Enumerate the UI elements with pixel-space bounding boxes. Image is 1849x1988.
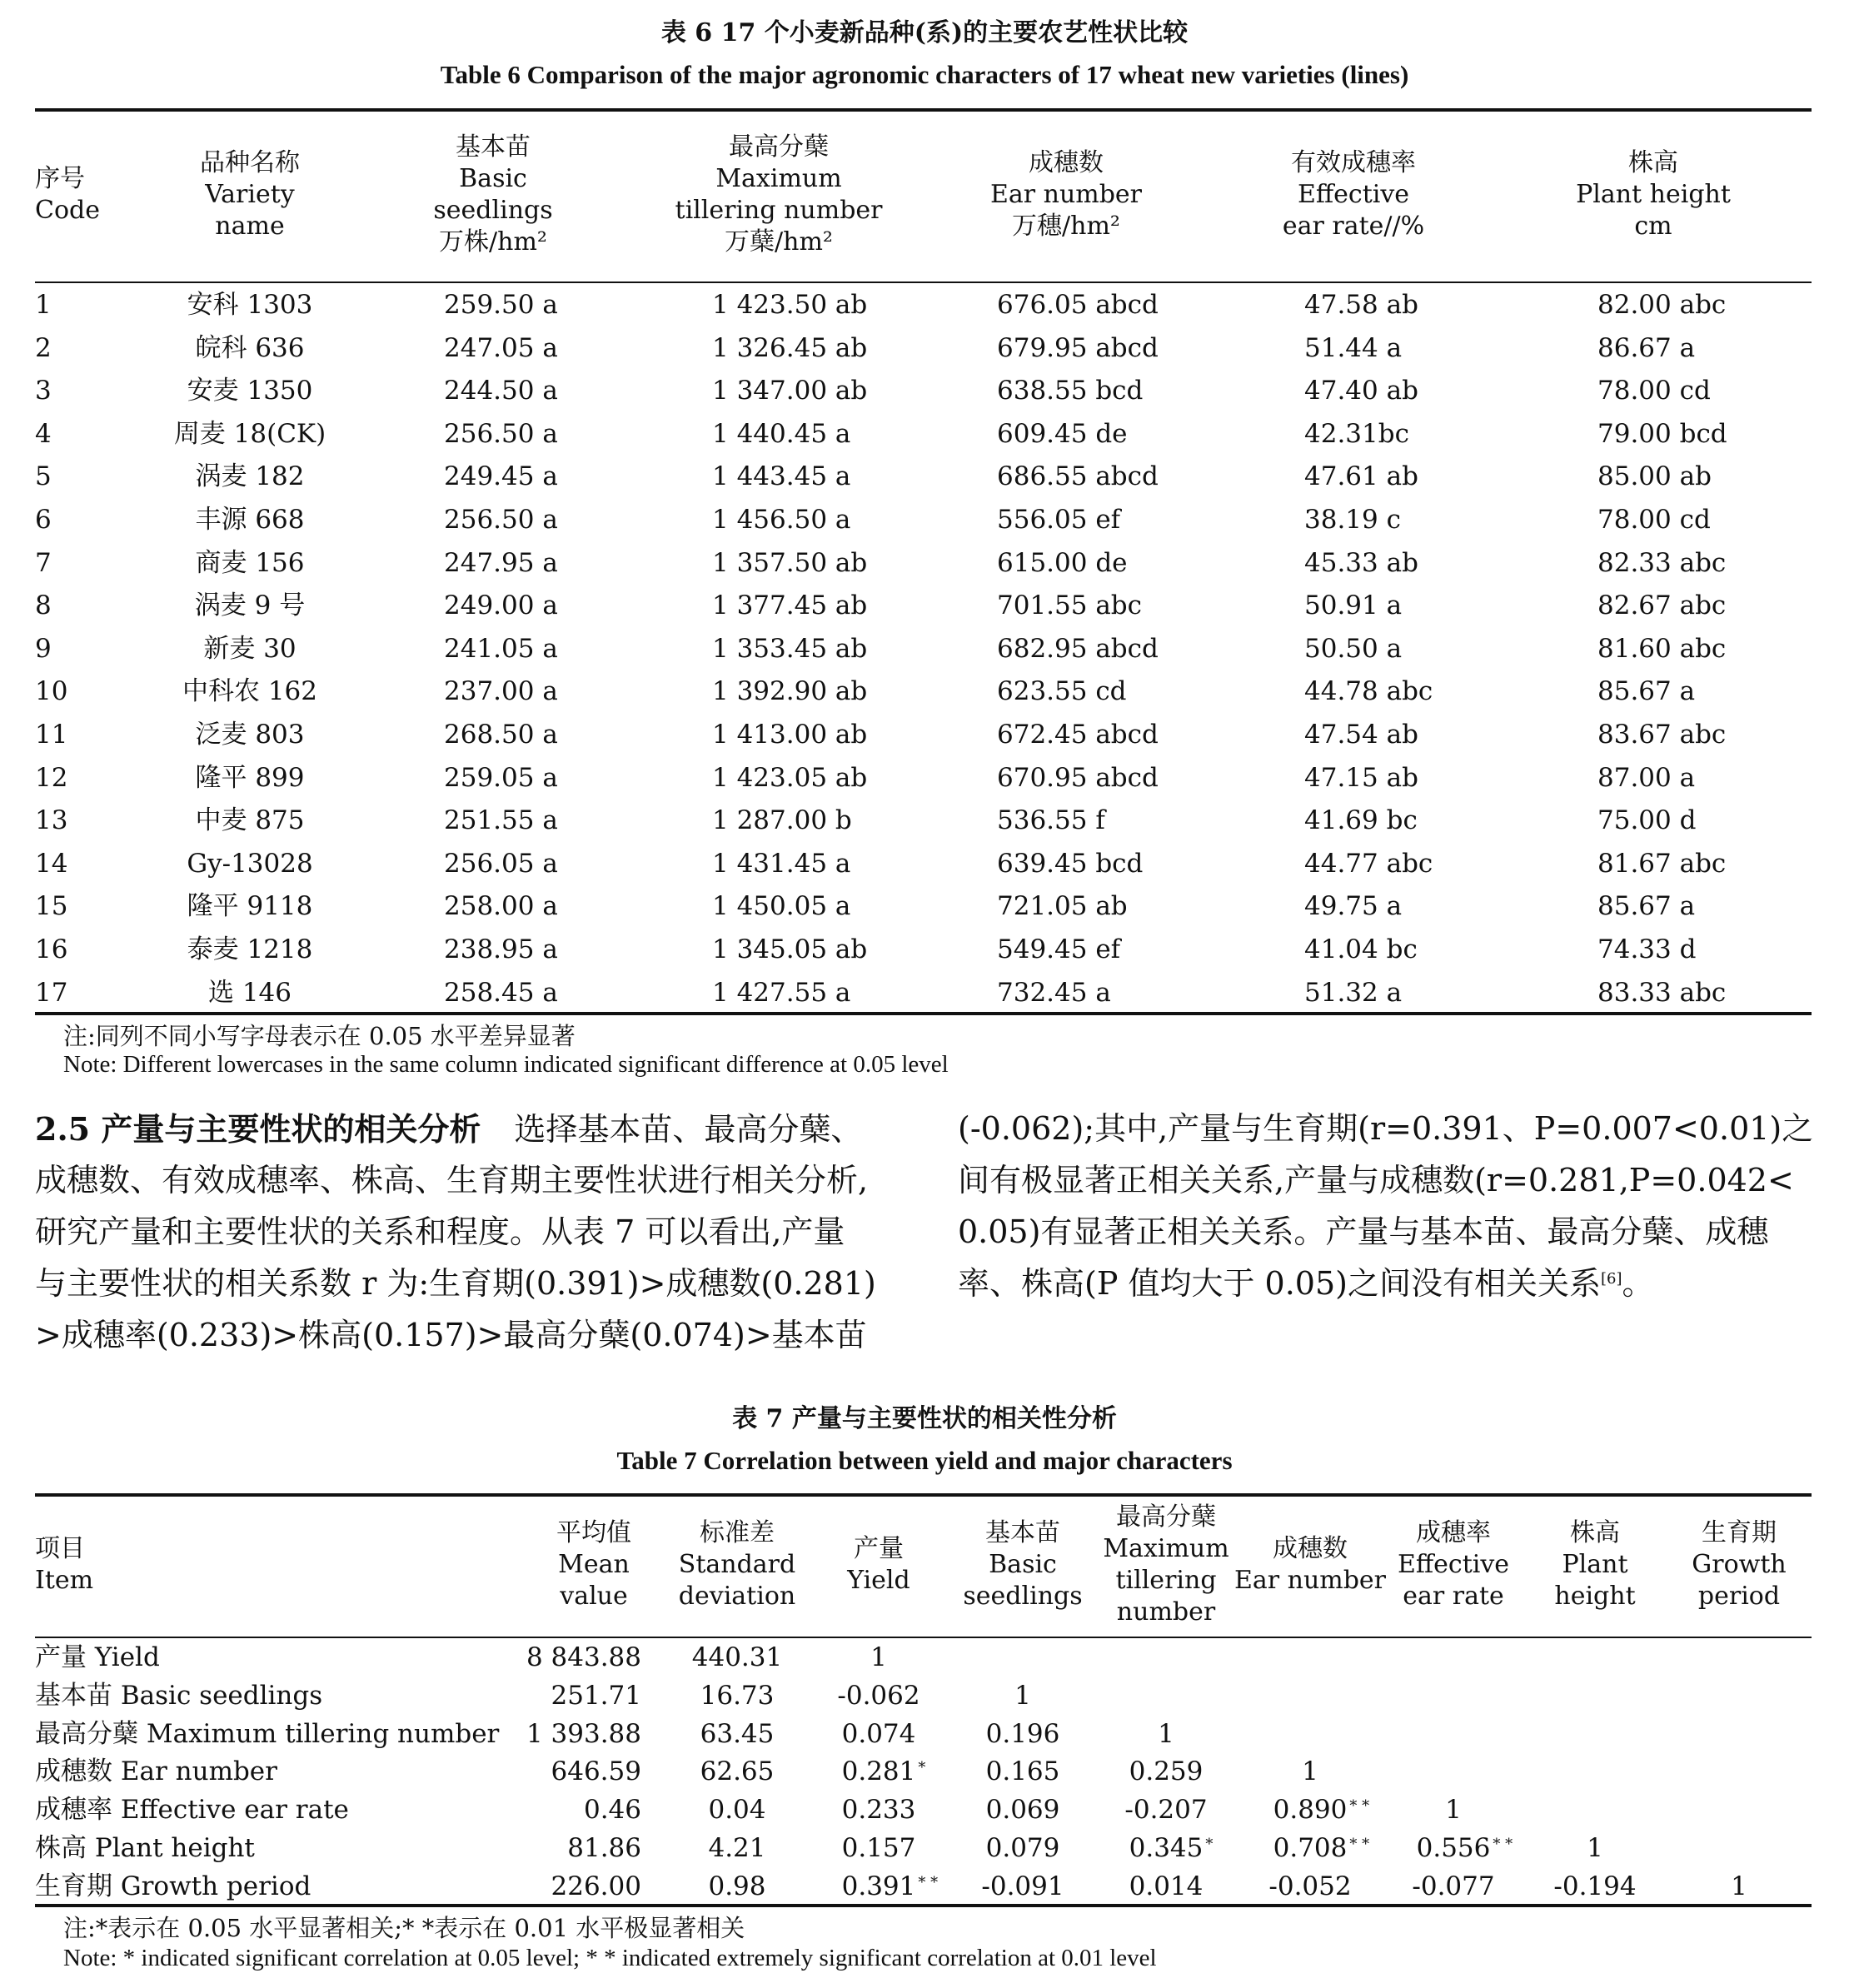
- table7-corr-cell: [1268, 1871, 1351, 1902]
- corr-value: 0.890: [1273, 1795, 1348, 1826]
- table6-cell: 3: [35, 376, 52, 406]
- table7-header-cell: Ear number: [1233, 1566, 1387, 1595]
- table7-corr-cell: [842, 1794, 916, 1826]
- table6-bottom-rule: [35, 1012, 1812, 1015]
- corr-value: 0.165: [985, 1756, 1060, 1787]
- table6-cell: 1 326.45 ab: [712, 332, 868, 363]
- table6-cell: 536.55 f: [997, 805, 1105, 836]
- table7-header-cell: Basic: [989, 1550, 1057, 1579]
- table6-cell: Gy-13028: [187, 848, 313, 879]
- table6-cell: 86.67 a: [1597, 332, 1696, 363]
- corr-value: 0.196: [985, 1718, 1060, 1749]
- table6-header-cell: ear rate//%: [1282, 212, 1425, 241]
- table6-header-cell: Ear number: [989, 180, 1143, 209]
- table6-cell: 1 345.05 ab: [712, 934, 868, 964]
- corr-value: -0.052: [1268, 1871, 1352, 1901]
- table7-header-cell: 成穗率: [1416, 1518, 1491, 1547]
- table7-mean-cell: 81.86: [567, 1833, 641, 1863]
- table6-cell: 47.54 ab: [1304, 720, 1418, 750]
- table6-cell: 85.67 a: [1597, 891, 1696, 922]
- table6-header-cell: 万蘖/hm²: [725, 227, 833, 257]
- table6-cell: 1 347.00 ab: [712, 376, 868, 406]
- table7-note-en: Note: * indicated significant correlation at 0.05 level; * * indicated extremely significant correlation at 0.01 level: [63, 1945, 1157, 1971]
- table6-cell: 249.45 a: [444, 461, 558, 492]
- table6-cell: 701.55 abc: [997, 590, 1143, 621]
- table6-cell: 7: [35, 547, 52, 578]
- table7-header-cell: Yield: [847, 1566, 910, 1595]
- table6-header-cell: 最高分蘖: [729, 132, 829, 162]
- table6-cell: 241.05 a: [444, 633, 558, 664]
- table6-cell: 81.60 abc: [1597, 633, 1727, 664]
- table6-cell: 247.95 a: [444, 547, 558, 578]
- table7-corr-cell: [1412, 1871, 1494, 1902]
- table7-item-cell: 产量 Yield: [35, 1642, 160, 1672]
- significance-mark: *: [918, 1759, 926, 1777]
- table6-cell: 隆平 9118: [187, 891, 313, 922]
- table6-cell: 1 431.45 a: [712, 848, 851, 879]
- table6-cell: 42.31bc: [1304, 418, 1409, 449]
- corr-value: 0.556: [1416, 1833, 1491, 1863]
- table7-corr-cell: [986, 1756, 1060, 1787]
- significance-mark: * *: [1349, 1836, 1370, 1853]
- table6-cell: 47.61 ab: [1304, 461, 1418, 492]
- table6-cell: 82.67 abc: [1597, 590, 1727, 621]
- significance-mark: * *: [1349, 1797, 1370, 1816]
- table7-sd-cell: 62.65: [700, 1756, 775, 1787]
- table6-cell: 2: [35, 332, 52, 363]
- table6-header-cell: 序号: [35, 164, 85, 193]
- table6-cell: 50.50 a: [1304, 633, 1403, 664]
- significance-mark: *: [1205, 1836, 1214, 1853]
- table7-item-cell: 株高 Plant height: [35, 1833, 255, 1863]
- table6-cell: 676.05 abcd: [997, 290, 1159, 320]
- table6-cell: 556.05 ef: [997, 505, 1121, 535]
- table7-header-cell: 基本苗: [985, 1518, 1060, 1547]
- table7-header-cell: 生育期: [1702, 1518, 1777, 1547]
- table7-sd-cell: 0.04: [708, 1795, 766, 1826]
- table7-corr-cell: [842, 1718, 916, 1750]
- table6-header-rule: [35, 282, 1812, 283]
- table6-cell: 85.00 ab: [1597, 461, 1712, 492]
- table6-cell: 1 357.50 ab: [712, 547, 868, 578]
- table7-corr-cell: [986, 1794, 1060, 1826]
- table6-cell: 83.33 abc: [1597, 977, 1727, 1008]
- corr-value: -0.207: [1124, 1795, 1208, 1826]
- table6-cell: 皖科 636: [195, 332, 305, 363]
- table6-header-cell: 品种名称: [200, 148, 300, 177]
- table7-corr-cell: [1129, 1756, 1204, 1787]
- table6-header-cell: 基本苗: [456, 132, 531, 162]
- table6-header-cell: Variety: [205, 180, 295, 209]
- table6-cell: 247.05 a: [444, 332, 558, 363]
- table6-cell: 51.32 a: [1304, 977, 1403, 1008]
- table6-cell: 泛麦 803: [195, 720, 305, 750]
- table6-cell: 1 423.50 ab: [712, 290, 868, 320]
- table6-cell: 549.45 ef: [997, 934, 1121, 964]
- table7-header-cell: 产量: [854, 1534, 904, 1563]
- section-heading: 2.5 产量与主要性状的相关分析: [35, 1110, 481, 1148]
- table7-header-cell: tillering: [1115, 1566, 1217, 1595]
- table7-header-cell: Item: [35, 1566, 94, 1595]
- corr-value: 0.069: [985, 1795, 1060, 1826]
- table7-corr-cell: [1416, 1832, 1513, 1864]
- table7-header-cell: value: [560, 1582, 628, 1611]
- table6-cell: 74.33 d: [1597, 934, 1697, 964]
- table6-cell: 238.95 a: [444, 934, 558, 964]
- table7-corr-cell: [986, 1718, 1060, 1750]
- table6-cell: 721.05 ab: [997, 891, 1128, 922]
- table7-header-cell: Effective: [1397, 1550, 1510, 1579]
- right-line-3: 0.05)有显著正相关关系。产量与基本苗、最高分蘖、成穗: [958, 1213, 1769, 1250]
- table7-item-cell: 最高分蘖 Maximum tillering number: [35, 1718, 500, 1749]
- table6-cell: 1 440.45 a: [712, 418, 851, 449]
- table6-cell: 638.55 bcd: [997, 376, 1144, 406]
- table7-corr-cell: [1129, 1832, 1214, 1864]
- corr-value: -0.077: [1412, 1871, 1495, 1901]
- table6-header-cell: Code: [35, 196, 100, 225]
- table6-cell: 丰源 668: [195, 505, 305, 535]
- table7-corr-cell: [1014, 1680, 1031, 1711]
- table7-header-cell: 最高分蘖: [1116, 1502, 1216, 1532]
- corr-value: 0.391: [841, 1871, 916, 1901]
- table7-header-cell: Growth: [1692, 1550, 1787, 1579]
- table6-cell: 涡麦 9 号: [194, 590, 306, 621]
- table7-corr-cell: [837, 1680, 920, 1711]
- table7-corr-cell: [1445, 1794, 1462, 1826]
- table6-cell: 609.45 de: [997, 418, 1128, 449]
- table6-cell: 75.00 d: [1597, 805, 1697, 836]
- table6-cell: 47.58 ab: [1304, 290, 1418, 320]
- table6-cell: 新麦 30: [203, 633, 297, 664]
- table6-cell: 1 427.55 a: [712, 977, 851, 1008]
- table7-header-cell: Maximum: [1103, 1534, 1229, 1563]
- table6-cell: 49.75 a: [1304, 891, 1403, 922]
- right-line-4: [958, 1258, 1654, 1309]
- table7-header-cell: Plant: [1562, 1550, 1628, 1579]
- table7-header-cell: Standard: [678, 1550, 796, 1579]
- table6-cell: 1 377.45 ab: [712, 590, 868, 621]
- table6-cell: 732.45 a: [997, 977, 1111, 1008]
- corr-value: 0.074: [841, 1718, 916, 1749]
- table7-caption-en: Table 7 Correlation between yield and major characters: [616, 1446, 1233, 1475]
- table6-cell: 615.00 de: [997, 547, 1128, 578]
- table6-cell: 商麦 156: [195, 547, 305, 578]
- table6-cell: 259.50 a: [444, 290, 558, 320]
- corr-value: 1: [1731, 1871, 1747, 1901]
- table7-item-cell: 生育期 Growth period: [35, 1871, 311, 1901]
- table6-cell: 78.00 cd: [1597, 376, 1711, 406]
- table6-cell: 670.95 abcd: [997, 762, 1159, 793]
- table6-header-cell: 有效成穗率: [1291, 148, 1416, 177]
- table6-cell: 259.05 a: [444, 762, 558, 793]
- table7-sd-cell: 63.45: [700, 1718, 775, 1749]
- table7-header-cell: 株高: [1570, 1518, 1620, 1547]
- table6-cell: 256.05 a: [444, 848, 558, 879]
- table6-cell: 41.04 bc: [1304, 934, 1418, 964]
- table6-caption-en: Table 6 Comparison of the major agronomic characters of 17 wheat new varieties (lines): [440, 60, 1409, 89]
- table6-cell: 256.50 a: [444, 418, 558, 449]
- table6-cell: 9: [35, 633, 52, 664]
- corr-value: 1: [1587, 1833, 1603, 1863]
- table6-cell: 44.77 abc: [1304, 848, 1433, 879]
- section-heading-line: [35, 1104, 862, 1155]
- corr-value: 0.259: [1129, 1756, 1204, 1787]
- table6-cell: 50.91 a: [1304, 590, 1403, 621]
- left-line-2: 成穗数、有效成穗率、株高、生育期主要性状进行相关分析,: [35, 1162, 869, 1198]
- table7-header-cell: period: [1697, 1582, 1781, 1611]
- table6-cell: 8: [35, 590, 52, 621]
- table6-cell: 11: [35, 720, 68, 750]
- table7-mean-cell: 8 843.88: [526, 1642, 641, 1672]
- table7-header-cell: ear rate: [1403, 1582, 1504, 1611]
- corr-value: 0.708: [1273, 1833, 1348, 1863]
- table6-cell: 10: [35, 676, 68, 707]
- table6-cell: 81.67 abc: [1597, 848, 1727, 879]
- table6-cell: 17: [35, 977, 68, 1008]
- corr-value: 0.345: [1129, 1833, 1204, 1863]
- table7-bottom-rule: [35, 1904, 1812, 1907]
- table7-corr-cell: [1553, 1871, 1636, 1902]
- table6-cell: 15: [35, 891, 68, 922]
- table6-cell: 1 423.05 ab: [712, 762, 868, 793]
- table6-cell: 选 146: [207, 977, 292, 1008]
- table7-corr-cell: [986, 1832, 1060, 1864]
- table7-mean-cell: 646.59: [551, 1756, 641, 1787]
- table6-cell: 1 413.00 ab: [712, 720, 868, 750]
- table6-header-cell: 万株/hm²: [439, 227, 547, 257]
- table7-corr-cell: [981, 1871, 1064, 1902]
- table6-cell: 1 450.05 a: [712, 891, 851, 922]
- table6-cell: 258.00 a: [444, 891, 558, 922]
- table6-header-cell: cm: [1634, 212, 1672, 241]
- table6-cell: 安麦 1350: [187, 376, 313, 406]
- table6-cell: 41.69 bc: [1304, 805, 1418, 836]
- table7-caption-cn: 表 7 产量与主要性状的相关性分析: [732, 1404, 1117, 1433]
- table7-item-cell: 成穗率 Effective ear rate: [35, 1795, 349, 1826]
- corr-value: 1: [1445, 1795, 1462, 1826]
- table6-cell: 87.00 a: [1597, 762, 1696, 793]
- table7-header-cell: Mean: [558, 1550, 630, 1579]
- right-line-4-end: 。: [1622, 1265, 1654, 1302]
- table7-corr-cell: [870, 1642, 887, 1673]
- table6-cell: 682.95 abcd: [997, 633, 1159, 664]
- left-line-4: 与主要性状的相关系数 r 为:生育期(0.391)>成穗数(0.281): [35, 1265, 876, 1302]
- right-line-1: (-0.062);其中,产量与生育期(r=0.391、P=0.007<0.01)之: [958, 1110, 1814, 1147]
- table6-cell: 1 443.45 a: [712, 461, 851, 492]
- table7-header-cell: deviation: [678, 1582, 796, 1611]
- table6-cell: 79.00 bcd: [1597, 418, 1727, 449]
- table6-cell: 258.45 a: [444, 977, 558, 1008]
- table6-cell: 672.45 abcd: [997, 720, 1159, 750]
- table6-header-cell: Effective: [1297, 180, 1410, 209]
- table6-header-cell: 成穗数: [1029, 148, 1104, 177]
- table6-cell: 安科 1303: [187, 290, 313, 320]
- table6-cell: 268.50 a: [444, 720, 558, 750]
- table6-header-cell: Basic: [459, 164, 527, 193]
- table6-cell: 1 287.00 b: [712, 805, 852, 836]
- table6-cell: 85.67 a: [1597, 676, 1696, 707]
- corr-value: 1: [1014, 1680, 1031, 1711]
- table7-header-cell: 标准差: [700, 1518, 775, 1547]
- table6-cell: 237.00 a: [444, 676, 558, 707]
- table6-cell: 13: [35, 805, 68, 836]
- table7-corr-cell: [1587, 1832, 1603, 1864]
- corr-value: 1: [1302, 1756, 1318, 1787]
- table6-cell: 中科农 162: [182, 676, 318, 707]
- citation-ref: [6]: [1601, 1270, 1622, 1288]
- table7-item-cell: 基本苗 Basic seedlings: [35, 1680, 323, 1711]
- table6-header-cell: Plant height: [1576, 180, 1731, 209]
- table7-corr-cell: [1731, 1871, 1747, 1902]
- table7-mean-cell: 1 393.88: [526, 1718, 641, 1749]
- table6-cell: 44.78 abc: [1304, 676, 1433, 707]
- corr-value: -0.062: [837, 1680, 920, 1711]
- table6-cell: 周麦 18(CK): [173, 418, 326, 449]
- table6-cell: 251.55 a: [444, 805, 558, 836]
- table6-cell: 639.45 bcd: [997, 848, 1144, 879]
- table7-corr-cell: [841, 1756, 926, 1787]
- table6-cell: 4: [35, 418, 52, 449]
- table6-cell: 244.50 a: [444, 376, 558, 406]
- table7-mean-cell: 251.71: [551, 1680, 641, 1711]
- corr-value: 1: [870, 1642, 887, 1672]
- table7-note-cn: 注:*表示在 0.05 水平显著相关;* *表示在 0.01 水平极显著相关: [63, 1914, 745, 1942]
- corr-value: 0.233: [841, 1795, 916, 1826]
- significance-mark: * *: [1493, 1836, 1513, 1853]
- table6-cell: 82.00 abc: [1597, 290, 1727, 320]
- table6-cell: 16: [35, 934, 68, 964]
- table6-cell: 中麦 875: [195, 805, 305, 836]
- table7-header-cell: height: [1554, 1582, 1636, 1611]
- table6-cell: 679.95 abcd: [997, 332, 1159, 363]
- table6-header-cell: name: [215, 212, 285, 241]
- table6-header-cell: 株高: [1628, 148, 1678, 177]
- significance-mark: * *: [918, 1873, 939, 1891]
- table6-cell: 623.55 cd: [997, 676, 1127, 707]
- table6-cell: 38.19 c: [1304, 505, 1401, 535]
- table7-corr-cell: [1129, 1871, 1204, 1902]
- table6-cell: 51.44 a: [1304, 332, 1403, 363]
- table6-header-cell: Maximum: [715, 164, 842, 193]
- table6-header-cell: tillering number: [675, 196, 883, 225]
- corr-value: 0.157: [841, 1833, 916, 1863]
- table7-top-rule: [35, 1493, 1812, 1497]
- table6-cell: 82.33 abc: [1597, 547, 1727, 578]
- corr-value: 1: [1158, 1718, 1174, 1749]
- table7-sd-cell: 440.31: [691, 1642, 783, 1672]
- table6-cell: 1: [35, 290, 52, 320]
- table7-corr-cell: [1158, 1718, 1174, 1750]
- table7-corr-cell: [841, 1871, 939, 1902]
- table6-cell: 45.33 ab: [1304, 547, 1418, 578]
- corr-value: -0.194: [1553, 1871, 1637, 1901]
- corr-value: 0.079: [985, 1833, 1060, 1863]
- table7-corr-cell: [842, 1832, 916, 1864]
- left-line-3: 研究产量和主要性状的关系和程度。从表 7 可以看出,产量: [35, 1213, 845, 1250]
- table6-cell: 47.15 ab: [1304, 762, 1418, 793]
- table7-mean-cell: 0.46: [583, 1795, 641, 1826]
- table6-note-cn: 注:同列不同小写字母表示在 0.05 水平差异显著: [63, 1022, 576, 1050]
- table7-header-cell: 平均值: [556, 1518, 631, 1547]
- table7-header-cell: number: [1116, 1597, 1216, 1627]
- table7-item-cell: 成穗数 Ear number: [35, 1756, 277, 1787]
- table7-header-cell: 成穗数: [1273, 1534, 1348, 1563]
- table7-header-cell: seedlings: [963, 1582, 1083, 1611]
- table6-cell: 泰麦 1218: [187, 934, 313, 964]
- table6-cell: 47.40 ab: [1304, 376, 1418, 406]
- table6-top-rule: [35, 108, 1812, 112]
- table6-cell: 6: [35, 505, 52, 535]
- table7-mean-cell: 226.00: [551, 1871, 641, 1901]
- table6-cell: 14: [35, 848, 68, 879]
- corr-value: 0.014: [1129, 1871, 1204, 1901]
- table7-corr-cell: [1273, 1794, 1370, 1826]
- table6-cell: 78.00 cd: [1597, 505, 1711, 535]
- corr-value: 0.281: [841, 1756, 916, 1787]
- left-line-5: >成穗率(0.233)>株高(0.157)>最高分蘖(0.074)>基本苗: [35, 1317, 867, 1353]
- table6-cell: 83.67 abc: [1597, 720, 1727, 750]
- table6-cell: 12: [35, 762, 68, 793]
- table6-header-cell: seedlings: [433, 196, 553, 225]
- table6-cell: 5: [35, 461, 52, 492]
- table6-note-en: Note: Different lowercases in the same column indicated significant difference at 0.05 level: [63, 1051, 949, 1078]
- table6-caption-cn: 表 6 17 个小麦新品种(系)的主要农艺性状比较: [660, 18, 1189, 47]
- table7-header-cell: 项目: [35, 1534, 85, 1563]
- table6-cell: 涡麦 182: [195, 461, 305, 492]
- table6-cell: 256.50 a: [444, 505, 558, 535]
- table7-sd-cell: 0.98: [708, 1871, 766, 1901]
- corr-value: -0.091: [981, 1871, 1064, 1901]
- table6-cell: 隆平 899: [195, 762, 305, 793]
- table7-sd-cell: 16.73: [700, 1680, 775, 1711]
- right-line-4-text: 率、株高(P 值均大于 0.05)之间没有相关关系: [958, 1265, 1601, 1302]
- table6-cell: 1 456.50 a: [712, 505, 851, 535]
- table7-corr-cell: [1273, 1832, 1370, 1864]
- table6-cell: 1 392.90 ab: [712, 676, 868, 707]
- left-line-1: 选择基本苗、最高分蘖、: [514, 1111, 863, 1148]
- table7-corr-cell: [1124, 1794, 1207, 1826]
- table6-cell: 1 353.45 ab: [712, 633, 868, 664]
- table7-sd-cell: 4.21: [708, 1833, 766, 1863]
- table7-header-rule: [35, 1637, 1812, 1638]
- table6-cell: 249.00 a: [444, 590, 558, 621]
- table6-cell: 686.55 abcd: [997, 461, 1159, 492]
- right-line-2: 间有极显著正相关关系,产量与成穗数(r=0.281,P=0.042<: [958, 1162, 1794, 1198]
- table7-corr-cell: [1302, 1756, 1318, 1787]
- table6-header-cell: 万穗/hm²: [1012, 212, 1120, 241]
